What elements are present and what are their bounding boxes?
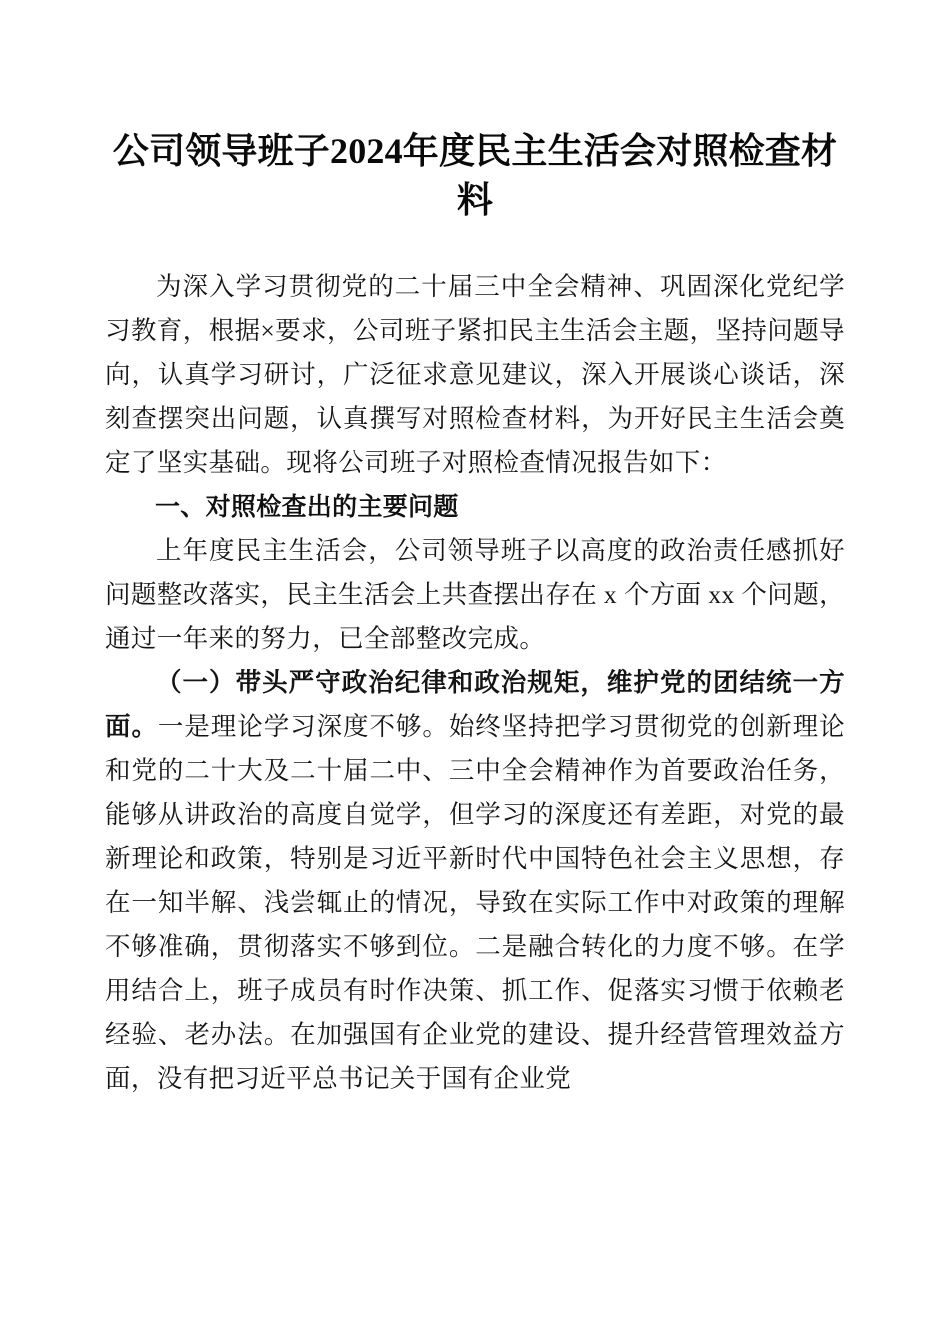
intro-paragraph: 为深入学习贯彻党的二十届三中全会精神、巩固深化党纪学习教育，根据×要求，公司班子紧扣民主生活会主题，坚持问题导向，认真学习研讨，广泛征求意见建议，深入开展谈心谈话，深刻查摆突出问题，认真撰写对照检查材料，为开好民主生活会奠定了坚实基础。现将公司班子对照检查情况报告如下： bbox=[105, 272, 845, 477]
subsection-1-lead: （一）带头严守政治纪律和政治规矩，维护党的团结统一方面。 bbox=[105, 668, 845, 741]
page-title-line-2: 材料 bbox=[456, 131, 838, 220]
document-content bbox=[105, 0, 845, 1101]
subsection-1-body: 一是理论学习深度不够。始终坚持把学习贯彻党的创新理论和党的二十大及二十届二中、三中全会精神作为首要政治任务，能够从讲政治的高度自觉学，但学习的深度还有差距，对党的最新理论和政策，特别是习近平新时代中国特色社会主义思想，存在一知半解、浅尝辄止的情况，导致在实际工作中对政策的理解不够准确，贯彻落实不够到位。二是融合转化的力度不够。在学用结合上，班子成员有时作决策、抓工作、促落实习惯于依赖老经验、老办法。在加强国有企业党的建设、提升经营管理效益方面，没有把习近平总书记关于国有企业党 bbox=[105, 712, 845, 1093]
section-heading-1: 一、对照检查出的主要问题 bbox=[155, 493, 459, 521]
page-title-line-1: 公司领导班子2024年度民主生活会对照检查 bbox=[112, 131, 801, 171]
page-title bbox=[105, 0, 845, 225]
subsection-1-paragraph bbox=[105, 661, 845, 1101]
section-1-paragraph: 上年度民主生活会，公司领导班子以高度的政治责任感抓好问题整改落实，民主生活会上共查摆出存在 x 个方面 xx 个问题，通过一年来的努力，已全部整改完成。 bbox=[105, 536, 845, 653]
